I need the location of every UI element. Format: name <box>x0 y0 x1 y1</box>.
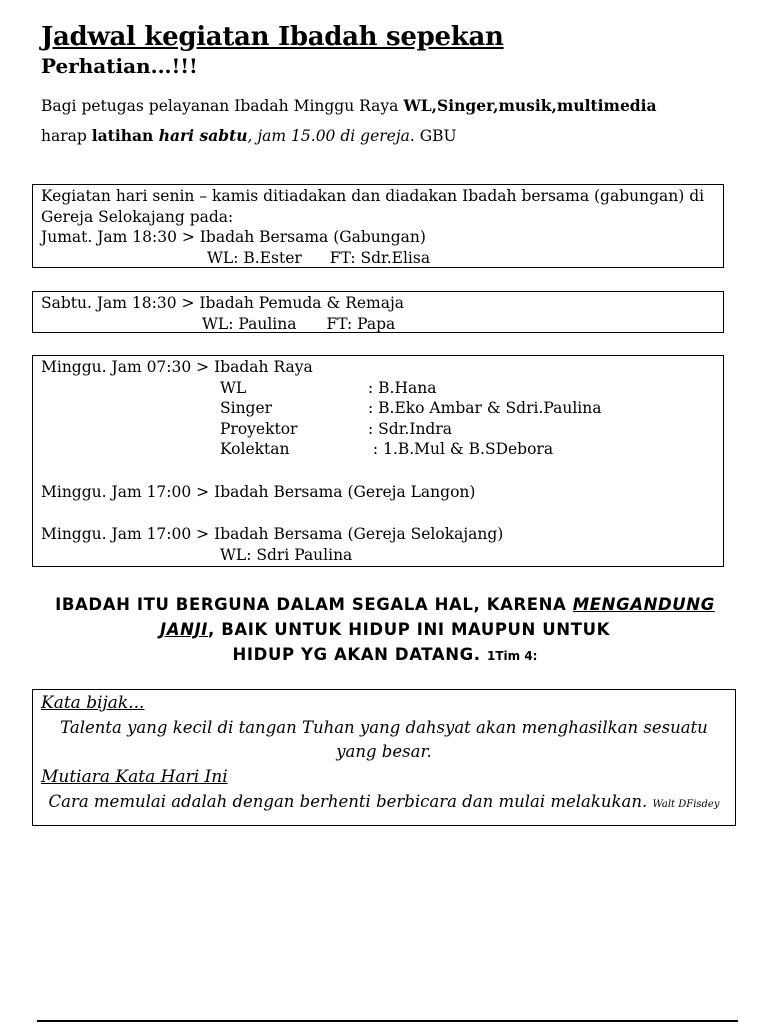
box2-line1: Sabtu. Jam 18:30 > Ibadah Pemuda & Remaja <box>41 294 405 312</box>
notice-time: , jam 15.00 di gereja <box>247 127 410 145</box>
schedule-box-saturday <box>32 291 724 333</box>
page-title: Jadwal kegiatan Ibadah sepekan <box>41 22 504 52</box>
roster-role: WL <box>220 378 247 397</box>
notice-text-1: Bagi petugas pelayanan Ibadah Minggu Raya <box>41 97 404 115</box>
roster-role: Proyektor <box>220 419 298 438</box>
quote-author: Walt DFisdey <box>652 799 720 810</box>
quote-text-2: Cara memulai adalah dengan berhenti berbicara dan mulai melakukan. <box>48 792 648 811</box>
attention-heading: Perhatian...!!! <box>41 54 198 78</box>
roster-name: : B.Hana <box>368 378 437 397</box>
box3-wl: WL: Sdri Paulina <box>220 545 353 564</box>
box1-wl: WL: B.Ester <box>207 248 302 267</box>
box2-ft: FT: Papa <box>326 314 396 333</box>
verse-emphasis-1: MENGANDUNG <box>572 595 715 614</box>
roster-row <box>41 398 715 419</box>
notice-day: hari sabtu <box>158 126 248 145</box>
quote-text-1: Talenta yang kecil di tangan Tuhan yang dahsyat akan menghasilkan sesuatu yang besar. <box>60 718 708 761</box>
box3-line3: Minggu. Jam 17:00 > Ibadah Bersama (Gereja Selokajang) <box>41 525 504 543</box>
box1-ft: FT: Sdr.Elisa <box>329 248 431 267</box>
verse-text-2: , BAIK UNTUK HIDUP INI MAUPUN UNTUK <box>208 620 610 639</box>
notice-roles: WL,Singer,musik,multimedia <box>403 96 657 115</box>
box2-wl: WL: Paulina <box>202 314 297 333</box>
roster-row <box>41 378 715 399</box>
notice-end: . GBU <box>409 127 457 145</box>
roster-row <box>41 439 715 460</box>
bottom-divider <box>37 1020 738 1022</box>
schedule-box-weekday <box>32 184 724 268</box>
roster-name: : Sdr.Indra <box>368 419 453 438</box>
box3-line1: Minggu. Jam 07:30 > Ibadah Raya <box>41 358 313 376</box>
verse-text-4: . <box>473 645 487 664</box>
verse-emphasis-2: JANJI <box>160 620 209 639</box>
roster-role: Singer <box>220 399 273 417</box>
verse-reference: 1Tim 4: <box>487 649 538 663</box>
schedule-box-sunday <box>32 355 724 567</box>
box1-line2: Gereja Selokajang pada: <box>41 207 234 226</box>
roster-name: : B.Eko Ambar & Sdri.Paulina <box>368 399 602 417</box>
quote-heading-1: Kata bijak... <box>41 693 145 713</box>
roster-role: Kolektan <box>220 440 290 458</box>
box1-line1: Kegiatan hari senin – kamis ditiadakan dan diadakan Ibadah bersama (gabungan) di <box>41 187 705 205</box>
box1-line3: Jumat. Jam 18:30 > Ibadah Bersama (Gabungan) <box>41 228 426 246</box>
quotes-box <box>32 689 736 826</box>
box3-line2: Minggu. Jam 17:00 > Ibadah Bersama (Gereja Langon) <box>41 482 476 501</box>
quote-text-2-line <box>41 790 727 817</box>
bible-verse <box>40 592 730 669</box>
quote-heading-2: Mutiara Kata Hari Ini <box>41 767 228 787</box>
notice-practice: latihan <box>91 126 159 145</box>
notice-text-2: harap <box>41 127 92 145</box>
verse-text-1: IBADAH ITU BERGUNA DALAM SEGALA HAL, KARENA <box>55 595 573 614</box>
roster-name: : 1.B.Mul & B.SDebora <box>368 440 554 458</box>
roster-row <box>41 419 715 440</box>
verse-text-3: HIDUP YG AKAN DATANG <box>232 645 474 664</box>
notice-paragraph <box>41 91 741 151</box>
